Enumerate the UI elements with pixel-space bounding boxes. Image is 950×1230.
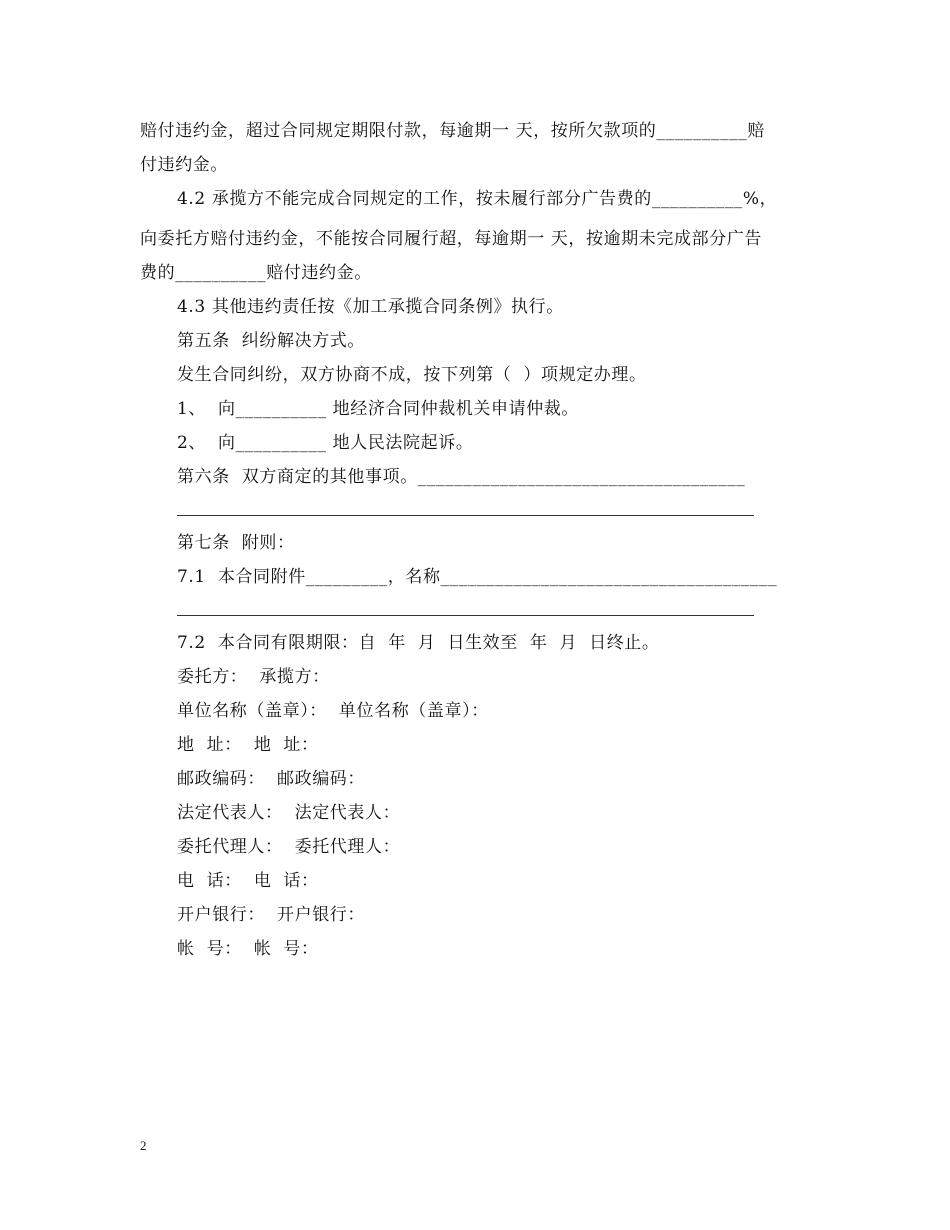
text-line: 7.2 本合同有限期限：自 年 月 日生效至 年 月 日终止。 (177, 633, 660, 653)
text-line: 赔付违约金，超过合同规定期限付款，每逾期一 天，按所欠款项的__________赔 (140, 121, 766, 141)
section-heading: 第七条 附则： (177, 533, 295, 553)
signature-field: 电 话： 电 话： (177, 871, 319, 891)
text-line: 费的__________赔付违约金。 (140, 263, 372, 283)
signature-field: 单位名称（盖章）： 单位名称（盖章）： (177, 701, 489, 721)
text-line: 4.3 其他违约责任按《加工承揽合同条例》执行。 (177, 297, 564, 317)
text-line: 向委托方赔付违约金，不能按合同履行超，每逾期一 天，按逾期未完成部分广告 (140, 229, 763, 249)
text-line: 2、 向__________ 地人民法院起诉。 (177, 433, 474, 453)
signature-field: 委托方： 承揽方： (177, 667, 330, 687)
signature-field: 开户银行： 开户银行： (177, 905, 366, 925)
text-line: 7.1 本合同附件_________，名称_____________________________________ (177, 567, 778, 587)
signature-field: 地 址： 地 址： (177, 735, 319, 755)
blank-fill-line (177, 515, 754, 516)
section-heading: 第六条 双方商定的其他事项。____________________________________ (177, 467, 746, 487)
signature-field: 法定代表人： 法定代表人： (177, 803, 401, 823)
text-line: 发生合同纠纷，双方协商不成，按下列第（ ）项规定办理。 (177, 365, 647, 385)
page-number: 2 (140, 1138, 147, 1153)
text-line: 付违约金。 (140, 155, 228, 175)
signature-field: 帐 号： 帐 号： (177, 939, 319, 959)
section-heading: 第五条 纠纷解决方式。 (177, 331, 366, 351)
blank-fill-line (177, 615, 754, 616)
text-line: 1、 向__________ 地经济合同仲裁机关申请仲裁。 (177, 399, 580, 419)
signature-field: 委托代理人： 委托代理人： (177, 837, 401, 857)
text-line: 4.2 承揽方不能完成合同规定的工作，按未履行部分广告费的__________%， (177, 189, 778, 209)
signature-field: 邮政编码： 邮政编码： (177, 769, 366, 789)
